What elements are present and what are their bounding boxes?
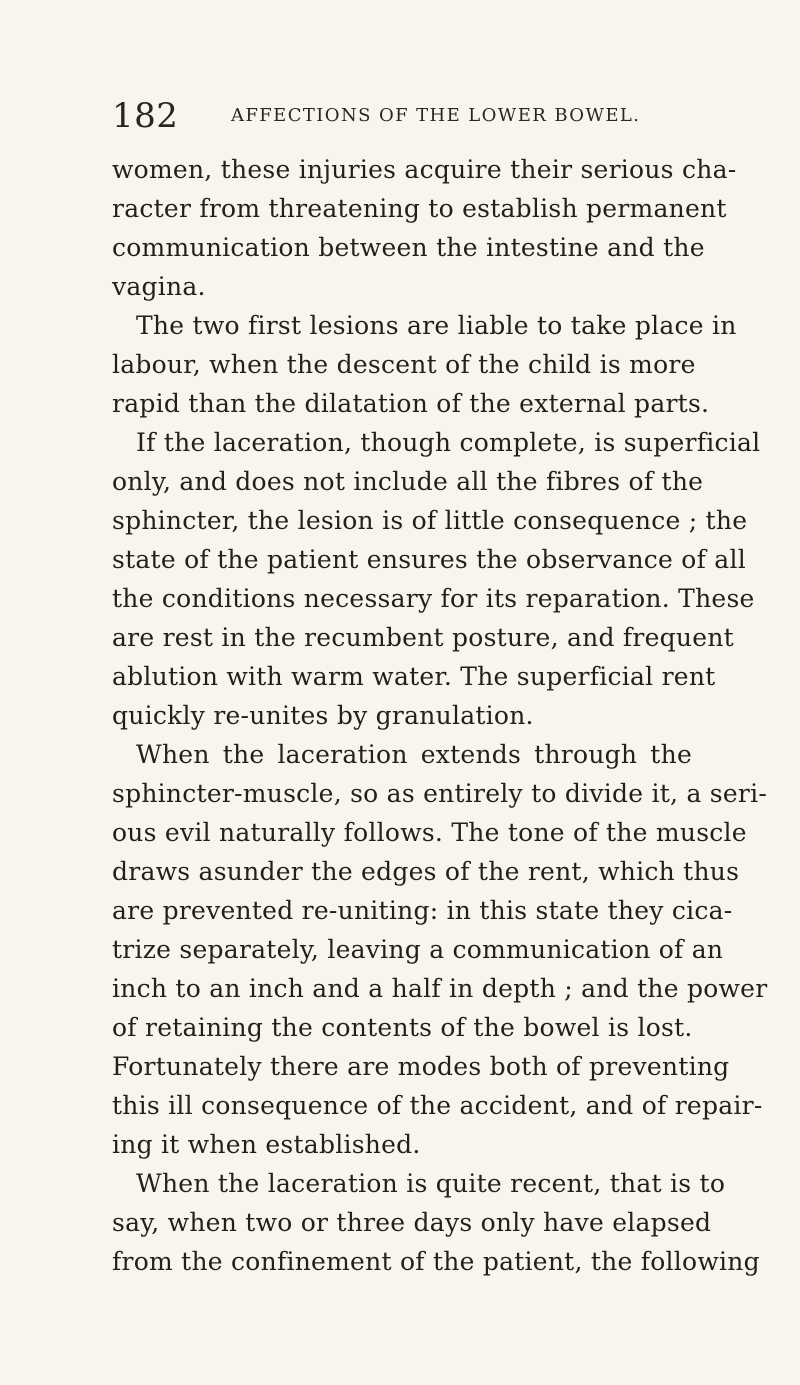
text-line: draws asunder the edges of the rent, which thus	[112, 857, 740, 886]
text-line: sphincter-muscle, so as entirely to divide it, a seri-	[112, 779, 768, 808]
running-title: AFFECTIONS OF THE LOWER BOWEL.	[231, 105, 641, 126]
text-line: from the confinement of the patient, the following	[112, 1247, 760, 1276]
text-line: of retaining the contents of the bowel is lost.	[112, 1013, 693, 1042]
body-text	[112, 150, 768, 1281]
text-line: are prevented re-uniting: in this state they cica-	[112, 896, 733, 925]
text-line: rapid than the dilatation of the external parts.	[112, 389, 710, 418]
text-line: If the laceration, though complete, is superficial	[136, 428, 761, 457]
text-line: sphincter, the lesion is of little consequence ; the	[112, 506, 748, 535]
text-line: women, these injuries acquire their serious cha-	[112, 155, 737, 184]
text-line: this ill consequence of the accident, and of repair-	[112, 1091, 763, 1120]
text-line: inch to an inch and a half in depth ; and the power	[112, 974, 768, 1003]
text-line: state of the patient ensures the observance of all	[112, 545, 746, 574]
running-head	[112, 96, 712, 136]
text-line: racter from threatening to establish permanent	[112, 194, 727, 223]
text-line: communication between the intestine and the	[112, 233, 705, 262]
text-line: ablution with warm water. The superficial rent	[112, 662, 716, 691]
text-line: When the laceration extends through the	[136, 740, 692, 769]
text-line: the conditions necessary for its reparation. These	[112, 584, 755, 613]
text-line: trize separately, leaving a communication of an	[112, 935, 724, 964]
text-line: ous evil naturally follows. The tone of the muscle	[112, 818, 747, 847]
text-line: ing it when established.	[112, 1130, 421, 1159]
text-line: only, and does not include all the fibres of the	[112, 467, 704, 496]
text-line: vagina.	[112, 272, 206, 301]
text-line: When the laceration is quite recent, that is to	[136, 1169, 726, 1198]
text-line: The two first lesions are liable to take place in	[136, 311, 737, 340]
text-line: Fortunately there are modes both of preventing	[112, 1052, 730, 1081]
page-number: 182	[112, 96, 179, 136]
text-line: say, when two or three days only have elapsed	[112, 1208, 712, 1237]
text-line: quickly re-unites by granulation.	[112, 701, 534, 730]
text-line: are rest in the recumbent posture, and frequent	[112, 623, 734, 652]
text-line: labour, when the descent of the child is more	[112, 350, 696, 379]
